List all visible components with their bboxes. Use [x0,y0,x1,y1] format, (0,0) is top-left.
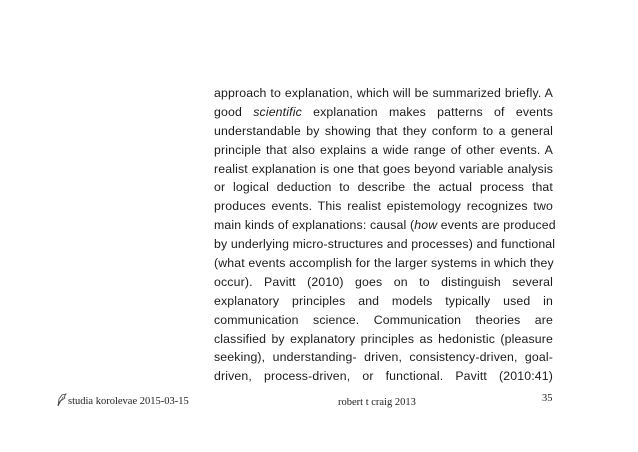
text-segment: produces events. This realist epistemology recognizes two [214,199,553,214]
text-segment: explanatory principles and models typically used in [214,293,553,308]
text-line [214,122,553,141]
footer-left [57,396,189,407]
text-line [214,292,553,311]
text-line [214,103,553,122]
text-line [214,273,553,292]
text-line [214,330,553,349]
text-segment: classified by explanatory principles as hedonistic (pleasure [214,331,553,346]
body-paragraph [214,84,556,386]
footer [0,393,638,414]
text-line [214,216,556,235]
text-segment: realist explanation is one that goes beyond variable analysis [214,161,553,176]
text-segment: seeking), understanding- driven, consistency-driven, goal- [214,350,553,365]
text-line [214,348,553,367]
text-segment: by underlying micro-structures and processes) and functional [214,237,556,252]
text-line [214,197,553,216]
text-segment: driven, process-driven, or functional. Pavitt (2010:41) [214,369,553,384]
text-line [214,160,553,179]
text-segment: good [214,104,254,119]
text-segment: or logical deduction to describe the actual process that [214,180,553,195]
text-segment: principle that also explains a wide range of other events. A [214,142,553,157]
text-line [214,178,553,197]
text-line [214,235,556,254]
text-segment: events are produced [437,218,556,233]
text-segment: (what events accomplish for the larger systems in which they [214,256,554,271]
text-line [214,254,553,273]
text-segment: occur). Pavitt (2010) goes on to distinguish several [214,274,553,289]
text-line [214,311,553,330]
italic-text: how [414,218,438,233]
footer-author: robert t craig 2013 [338,397,416,408]
italic-text: scientific [253,104,302,119]
text-line [214,367,553,386]
page-number: 35 [542,393,553,404]
text-segment: explanation makes patterns of events [301,104,553,119]
text-line [214,141,553,160]
text-segment: approach to explanation, which will be summarized briefly. A [214,86,553,100]
text-segment: main kinds of explanations: causal ( [214,218,415,233]
quill-logo-icon [57,393,67,407]
footer-source-text: studia korolevae 2015-03-15 [68,396,189,407]
text-segment: understandable by showing that they conform to a general [214,123,553,138]
text-line [214,84,553,103]
text-segment: communication science. Communication theories are [214,312,553,327]
